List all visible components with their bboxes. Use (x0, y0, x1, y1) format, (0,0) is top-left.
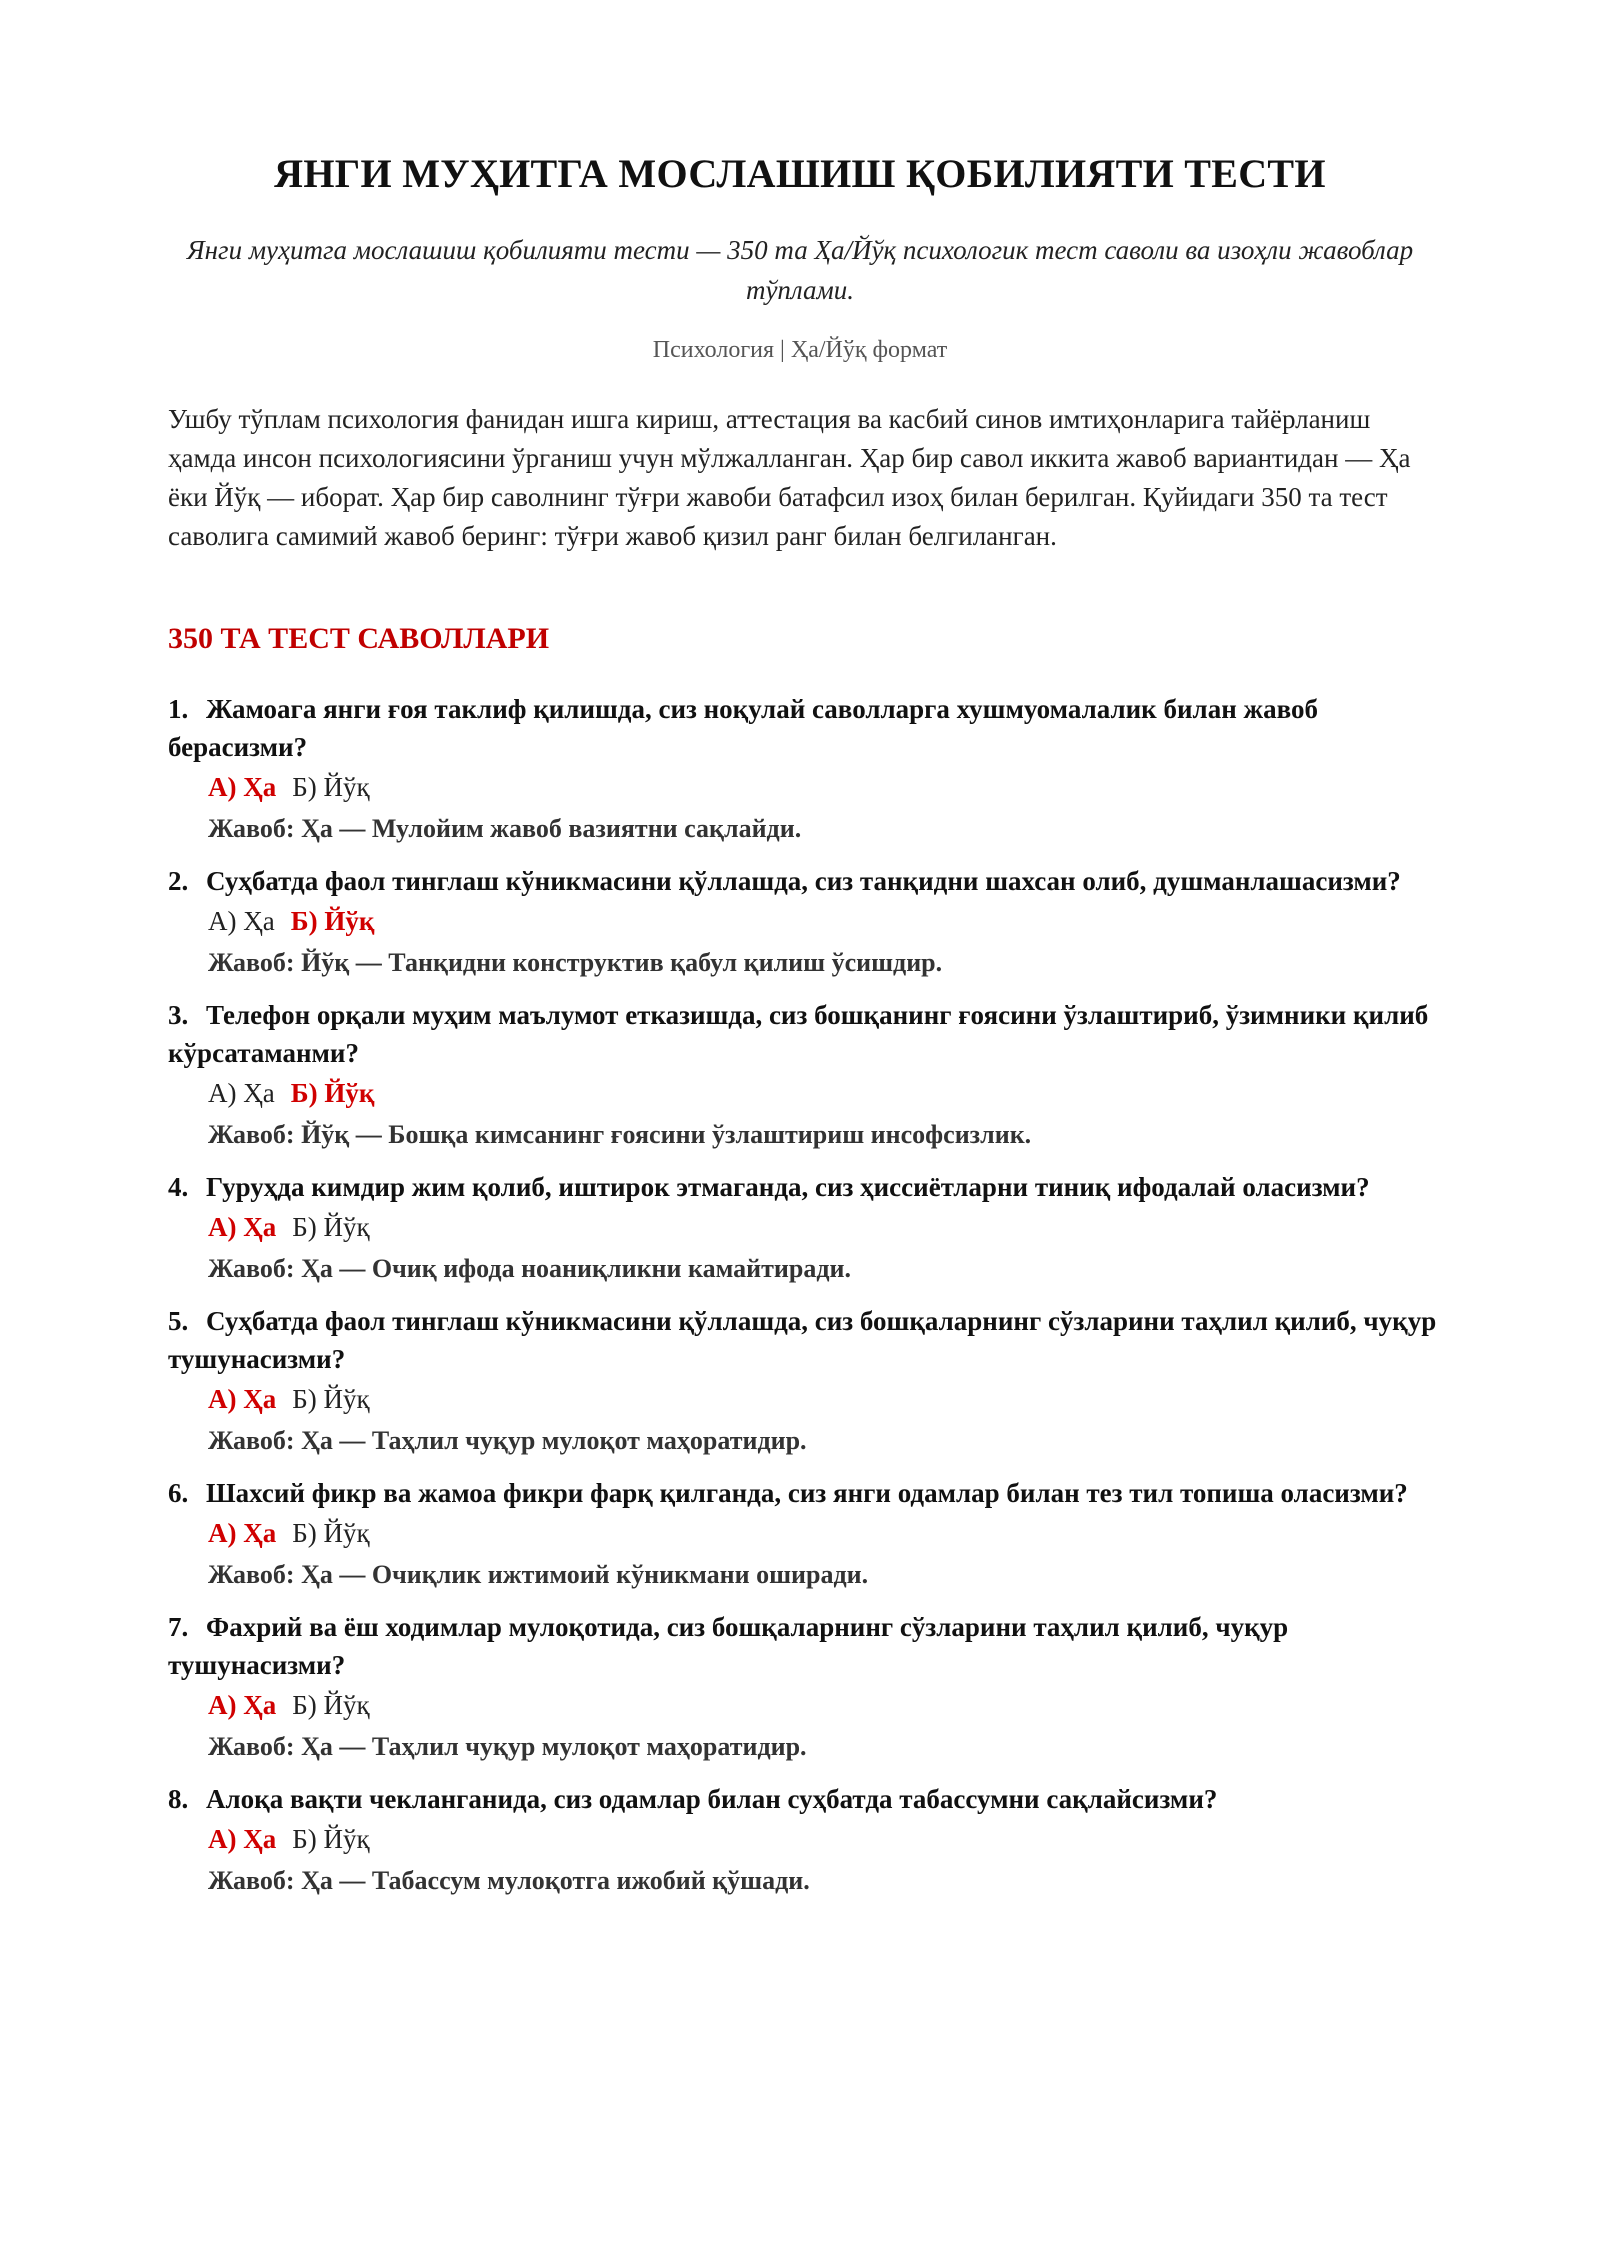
answer-explanation: Жавоб: Ҳа — Мулойим жавоб вазиятни сақлайди. (208, 814, 802, 843)
option-b[interactable]: Б) Йўқ (292, 1384, 370, 1414)
option-b[interactable]: Б) Йўқ (292, 1690, 370, 1720)
question-text (168, 996, 1448, 1072)
question-text (168, 1168, 1448, 1206)
option-a[interactable]: А) Ҳа (208, 1212, 277, 1242)
question-number: 1. (168, 694, 189, 724)
document-subtitle: Янги муҳитга мослашиш қобилияти тести — 350 та Ҳа/Йўқ психологик тест саволи ва изоҳли жавоблар тўплами. (186, 235, 1414, 305)
option-a[interactable]: А) Ҳа (208, 1384, 277, 1414)
question-text (168, 862, 1448, 900)
question-text (168, 1474, 1448, 1512)
option-a[interactable]: А) Ҳа (208, 1518, 277, 1548)
answer-explanation: Жавоб: Ҳа — Очиқ ифода ноаниқликни камайтиради. (208, 1254, 851, 1283)
option-b[interactable]: Б) Йўқ (292, 1824, 370, 1854)
answer-explanation: Жавоб: Ҳа — Таҳлил чуқур мулоқот маҳоратидир. (208, 1426, 807, 1455)
question-options (168, 1818, 1448, 1860)
question-options (168, 766, 1448, 808)
question-item (168, 1608, 1448, 1768)
option-b[interactable]: Б) Йўқ (292, 772, 370, 802)
question-number: 7. (168, 1612, 189, 1642)
option-a[interactable]: А) Ҳа (208, 906, 275, 936)
answer-explanation: Жавоб: Ҳа — Табассум мулоқотга ижобий қўшади. (208, 1866, 810, 1895)
question-body: Алоқа вақти чекланганида, сиз одамлар билан суҳбатда табассумни сақлайсизми? (206, 1784, 1218, 1814)
question-item (168, 996, 1448, 1156)
option-b[interactable]: Б) Йўқ (290, 906, 375, 936)
answer-explanation: Жавоб: Йўқ — Танқидни конструктив қабул қилиш ўсишдир. (208, 948, 943, 977)
intro-paragraph: Ушбу тўплам психология фанидан ишга кириш, аттестация ва касбий синов имтиҳонларига тайёрланиш ҳамда инсон психологиясини ўрганиш учун мўлжалланган. Ҳар бир савол иккита жавоб вариантидан — Ҳа ёки Йўқ — иборат. Ҳар бир саволнинг тўғри жавоби батафсил изоҳ билан берилган. Қуйидаги 350 та тест саволига самимий жавоб беринг: тўғри жавоб қизил ранг билан белгиланган. (168, 404, 1411, 551)
section-heading: 350 ТА ТЕСТ САВОЛЛАРИ (168, 622, 550, 655)
question-text (168, 690, 1448, 766)
question-text (168, 1608, 1448, 1684)
question-options (168, 1378, 1448, 1420)
question-body: Гуруҳда кимдир жим қолиб, иштирок этмаганда, сиз ҳиссиётларни тиниқ ифодалай оласизми? (206, 1172, 1370, 1202)
question-options (168, 1206, 1448, 1248)
question-body: Телефон орқали муҳим маълумот етказишда, сиз бошқанинг ғоясини ўзлаштириб, ўзимники қилиб кўрсатаманми? (168, 1000, 1429, 1068)
question-item (168, 1168, 1448, 1290)
option-b[interactable]: Б) Йўқ (292, 1518, 370, 1548)
question-options (168, 1512, 1448, 1554)
question-options (168, 1684, 1448, 1726)
answer-explanation: Жавоб: Йўқ — Бошқа кимсанинг ғоясини ўзлаштириш инсофсизлик. (208, 1120, 1032, 1149)
question-body: Шахсий фикр ва жамоа фикри фарқ қилганда, сиз янги одамлар билан тез тил топиша оласизми? (206, 1478, 1408, 1508)
question-number: 2. (168, 866, 189, 896)
question-number: 6. (168, 1478, 189, 1508)
question-number: 3. (168, 1000, 189, 1030)
question-options (168, 1072, 1448, 1114)
option-a[interactable]: А) Ҳа (208, 1078, 275, 1108)
question-options (168, 900, 1448, 942)
option-b[interactable]: Б) Йўқ (292, 1212, 370, 1242)
document-meta: Психология | Ҳа/Йўқ формат (652, 337, 948, 363)
question-number: 8. (168, 1784, 189, 1814)
answer-explanation: Жавоб: Ҳа — Таҳлил чуқур мулоқот маҳоратидир. (208, 1732, 807, 1761)
question-item (168, 862, 1448, 984)
question-body: Жамоага янги ғоя таклиф қилишда, сиз ноқулай саволларга хушмуомалалик билан жавоб берасизми? (168, 694, 1318, 762)
question-item (168, 1780, 1448, 1902)
option-a[interactable]: А) Ҳа (208, 772, 277, 802)
question-number: 4. (168, 1172, 189, 1202)
option-a[interactable]: А) Ҳа (208, 1824, 277, 1854)
question-body: Суҳбатда фаол тинглаш кўникмасини қўллашда, сиз танқидни шахсан олиб, душманлашасизми? (206, 866, 1401, 896)
document-title: ЯНГИ МУҲИТГА МОСЛАШИШ ҚОБИЛИЯТИ ТЕСТИ (274, 151, 1326, 196)
option-a[interactable]: А) Ҳа (208, 1690, 277, 1720)
question-item (168, 690, 1448, 850)
question-list (168, 690, 1448, 1914)
question-number: 5. (168, 1306, 189, 1336)
question-text (168, 1302, 1448, 1378)
answer-explanation: Жавоб: Ҳа — Очиқлик ижтимоий кўникмани оширади. (208, 1560, 869, 1589)
question-body: Суҳбатда фаол тинглаш кўникмасини қўллашда, сиз бошқаларнинг сўзларини таҳлил қилиб, чуқур тушунасизми? (168, 1306, 1437, 1374)
option-b[interactable]: Б) Йўқ (290, 1078, 375, 1108)
question-body: Фахрий ва ёш ходимлар мулоқотида, сиз бошқаларнинг сўзларини таҳлил қилиб, чуқур тушунасизми? (168, 1612, 1289, 1680)
question-item (168, 1474, 1448, 1596)
question-item (168, 1302, 1448, 1462)
question-text (168, 1780, 1448, 1818)
